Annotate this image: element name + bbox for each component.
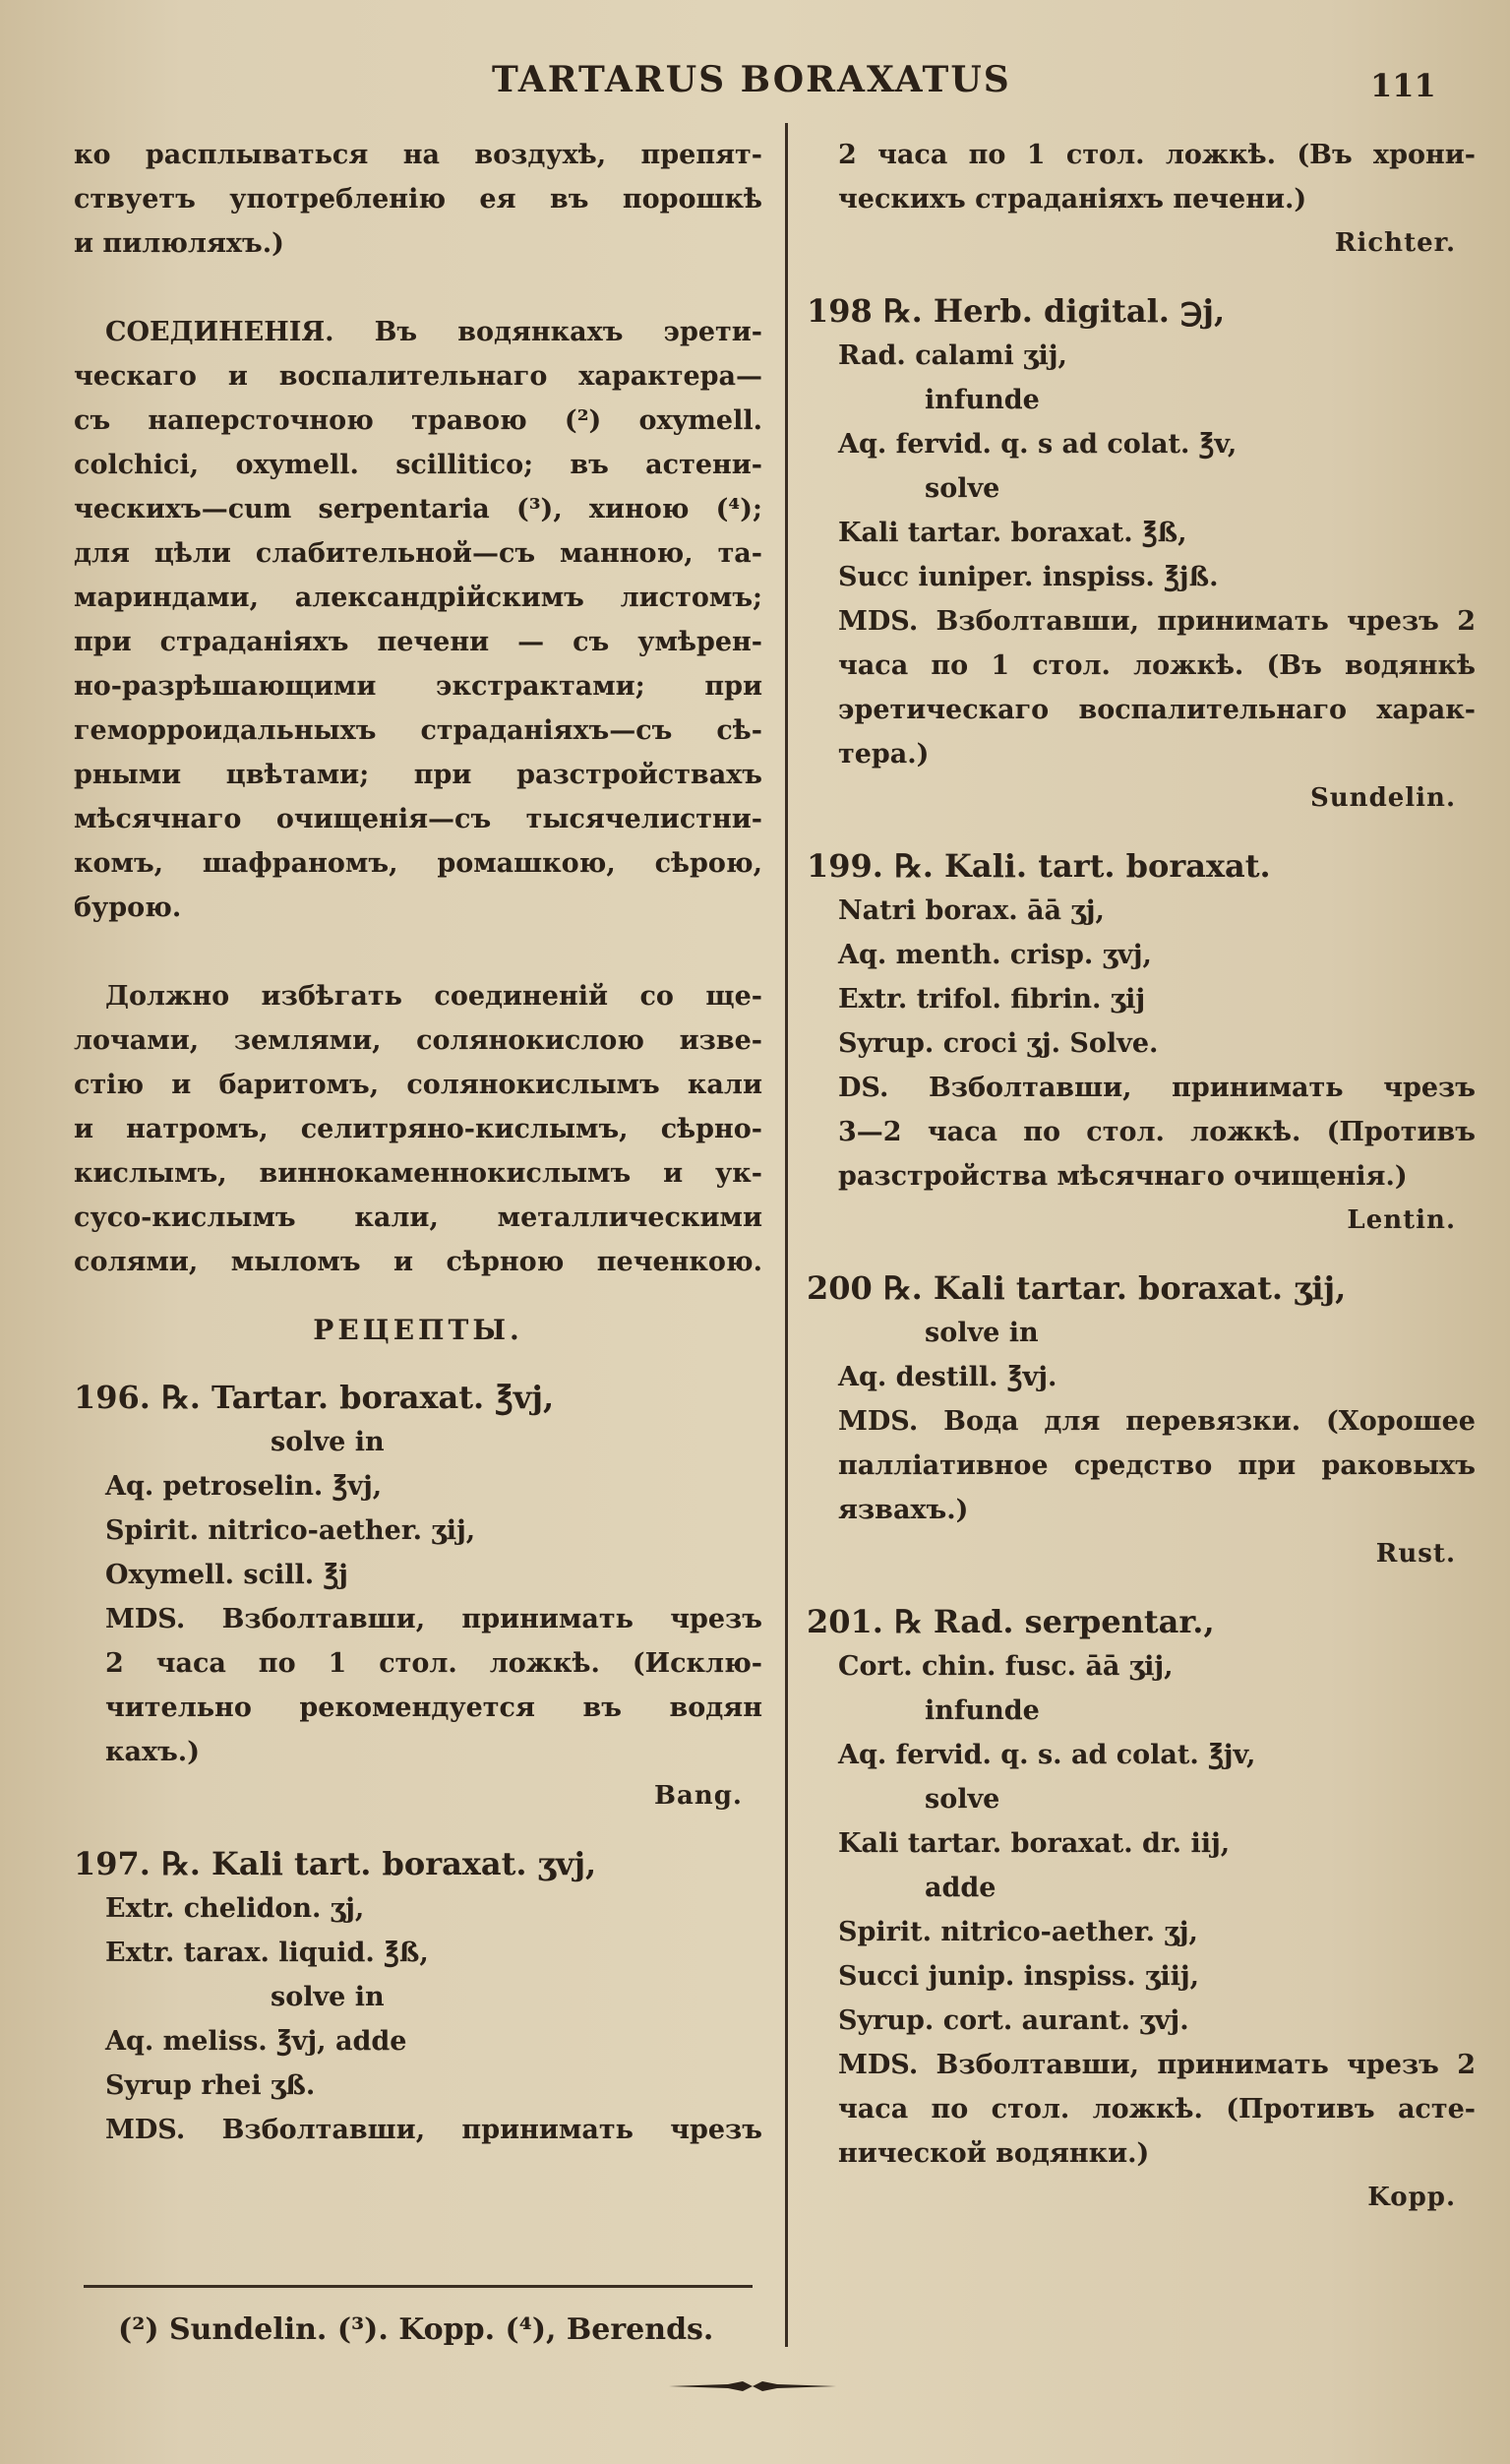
recipe-line: Extr. trifol. fibrin. ʒij xyxy=(838,984,1146,1015)
recipe-line: Natri borax. āā ʒj, xyxy=(838,895,1105,926)
recipe-line: Aq. petroselin. ℥vj, xyxy=(105,1471,383,1502)
text-line: съ наперсточною травою (²) oxymell. xyxy=(74,405,762,436)
recipe-line: тера.) xyxy=(838,739,930,770)
text-line: стію и баритомъ, солянокислымъ кали xyxy=(74,1070,762,1100)
recipe-line: Syrup rhei ʒß. xyxy=(105,2070,316,2101)
text-line: и пилюляхъ.) xyxy=(74,228,284,259)
recipe-line: ческихъ страданіяхъ печени.) xyxy=(838,184,1307,215)
recipe-line: Syrup. croci ʒj. Solve. xyxy=(838,1028,1159,1059)
column-divider xyxy=(785,123,788,2347)
text-line: Должно избѣгать соединеній со ще- xyxy=(105,981,762,1012)
text-line: и натромъ, селитряно-кислымъ, сѣрно- xyxy=(74,1114,762,1144)
recipe-line: Kali tartar. boraxat. ℥ß, xyxy=(838,518,1187,548)
text-line: для цѣли слабительной—съ манною, та- xyxy=(74,538,762,569)
recipe-line: MDS. Взболтавши, принимать чрезъ xyxy=(105,1604,762,1634)
text-line: мѣсячнаго очищенія—съ тысячелистни- xyxy=(74,804,762,834)
recipe-author: Kopp. xyxy=(1367,2183,1456,2212)
recipe-196 xyxy=(74,1376,762,1818)
recipe-author: Bang. xyxy=(654,1781,743,1811)
text-line: кислымъ, виннокаменнокислымъ и ук- xyxy=(74,1158,762,1189)
recipe-line: кахъ.) xyxy=(105,1737,200,1767)
recipe-line: DS. Взболтавши, принимать чрезъ xyxy=(838,1073,1476,1103)
recipe-first-line: 198 ℞. Herb. digital. ℈j, xyxy=(807,292,1226,330)
recipe-line: MDS. Взболтавши, принимать чрезъ 2 xyxy=(838,606,1476,637)
text-line: ко расплываться на воздухѣ, препят- xyxy=(74,140,762,170)
section-heading: РЕЦЕПТЫ. xyxy=(313,1314,523,1346)
spacer xyxy=(807,821,1476,844)
paragraph-continuation xyxy=(74,133,762,266)
spacer xyxy=(74,1352,762,1376)
recipe-line: infunde xyxy=(925,385,1040,415)
footnote-rule xyxy=(84,2285,753,2288)
recipe-line: solve xyxy=(925,473,1000,504)
recipe-line: паллiативное средство при раковыхъ xyxy=(838,1450,1476,1481)
fleuron-ornament xyxy=(669,2379,836,2393)
spacer xyxy=(74,930,762,974)
recipe-line: Oxymell. scill. ℥j xyxy=(105,1560,348,1590)
recipe-line: часа по 1 стол. ложкѣ. (Въ водянкѣ xyxy=(838,650,1476,681)
recipe-line: Aq. destill. ℥vj. xyxy=(838,1362,1057,1392)
recipe-line: MDS. Вода для перевязки. (Хорошее xyxy=(838,1406,1476,1437)
recipe-line: Aq. fervid. q. s. ad colat. ℥jv, xyxy=(838,1740,1256,1770)
recipe-first-line: 196. ℞. Tartar. boraxat. ℥vj, xyxy=(74,1379,555,1416)
recipe-line: Spirit. nitrico-aether. ʒj, xyxy=(838,1917,1198,1947)
recipe-line: MDS. Взболтавши, принимать чрезъ xyxy=(105,2115,762,2145)
text-line: colchici, oxymell. scillitico; въ астени- xyxy=(74,450,762,480)
left-column xyxy=(74,133,762,2152)
recipe-line: 2 часа по 1 стол. ложкѣ. (Исклю- xyxy=(105,1648,762,1679)
recipe-continuation xyxy=(807,133,1476,266)
recipe-line: solve in xyxy=(271,1427,385,1457)
spacer xyxy=(807,266,1476,289)
recipe-line: эретическаго воспалительнаго харак- xyxy=(838,695,1476,725)
recipe-author: Rust. xyxy=(1375,1539,1456,1569)
text-line: бурою. xyxy=(74,893,182,923)
recipe-line: Extr. tarax. liquid. ℥ß, xyxy=(105,1938,429,1968)
recipe-line: Kali tartar. boraxat. dr. iij, xyxy=(838,1828,1231,1859)
recipe-line: adde xyxy=(925,1873,997,1903)
text-line: ческихъ—cum serpentaria (³), хиною (⁴); xyxy=(74,494,762,524)
text-line: но-разрѣшающими экстрактами; при xyxy=(74,671,762,702)
right-column xyxy=(807,133,1476,2220)
text-line: лочами, землями, солянокислою изве- xyxy=(74,1025,762,1056)
recipe-line: solve in xyxy=(925,1318,1039,1348)
text-line: ствуетъ употребленію ея въ порошкѣ xyxy=(74,184,762,215)
recipe-line: чительно рекомендуется въ водян xyxy=(105,1693,762,1723)
spacer xyxy=(74,1818,762,1842)
recipe-author: Richter. xyxy=(1334,228,1456,258)
recipe-line: solve xyxy=(925,1784,1000,1815)
text-line: СОЕДИНЕНІЯ. Въ водянкахъ эрети- xyxy=(105,317,762,347)
running-title: TARTARUS BORAXATUS xyxy=(492,59,1011,100)
recipe-line: 2 часа по 1 стол. ложкѣ. (Въ хрони- xyxy=(838,140,1476,170)
text-line: рными цвѣтами; при разстройствахъ xyxy=(74,760,762,790)
recipe-line: MDS. Взболтавши, принимать чрезъ 2 xyxy=(838,2050,1476,2080)
recipe-line: 3—2 часа по стол. ложкѣ. (Противъ xyxy=(838,1117,1476,1147)
recipe-line: Rad. calami ʒij, xyxy=(838,340,1067,371)
recipe-line: язвахъ.) xyxy=(838,1495,969,1525)
recipe-199 xyxy=(807,844,1476,1243)
recipe-line: Aq. menth. crisp. ʒvj, xyxy=(838,940,1152,970)
recipe-author: Sundelin. xyxy=(1309,783,1456,813)
recipe-line: Extr. chelidon. ʒj, xyxy=(105,1893,365,1924)
recipe-first-line: 201. ℞ Rad. serpentar., xyxy=(807,1603,1215,1640)
recipe-line: Syrup. cort. aurant. ʒvj. xyxy=(838,2005,1189,2036)
recipe-first-line: 200 ℞. Kali tartar. boraxat. ʒij, xyxy=(807,1269,1347,1307)
recipe-line: solve in xyxy=(271,1982,385,2012)
recipe-first-line: 199. ℞. Kali. tart. boraxat. xyxy=(807,847,1271,885)
page-header xyxy=(0,59,1510,108)
recipe-line: Succi junip. inspiss. ʒiij, xyxy=(838,1961,1200,1992)
text-line: при страданіяхъ печени — съ умѣрен- xyxy=(74,627,762,657)
recipe-line: infunde xyxy=(925,1695,1040,1726)
text-line: геморроидальныхъ страданіяхъ—съ сѣ- xyxy=(74,715,762,746)
footnote: (²) Sundelin. (³). Kopp. (⁴), Berends. xyxy=(118,2312,714,2347)
recipe-first-line: 197. ℞. Kali tart. boraxat. ʒvj, xyxy=(74,1845,597,1882)
recipe-line: разстройства мѣсячнаго очищенія.) xyxy=(838,1161,1408,1192)
recipe-197 xyxy=(74,1842,762,2152)
recipe-author: Lentin. xyxy=(1347,1205,1456,1235)
recipe-201 xyxy=(807,1600,1476,2220)
recipe-line: Cort. chin. fusc. āā ʒij, xyxy=(838,1651,1174,1682)
page-number: 111 xyxy=(1370,67,1436,104)
spacer xyxy=(807,1243,1476,1266)
text-line: солями, мыломъ и сѣрною печенкою. xyxy=(74,1247,762,1277)
spacer xyxy=(74,1284,762,1308)
recipe-line: Aq. fervid. q. s ad colat. ℥v, xyxy=(838,429,1238,460)
recipe-line: Spirit. nitrico-aether. ʒij, xyxy=(105,1515,476,1546)
paragraph-avoid xyxy=(74,974,762,1284)
spacer xyxy=(807,1576,1476,1600)
paragraph-combinations xyxy=(74,310,762,930)
recipe-200 xyxy=(807,1266,1476,1576)
text-line: мариндами, александрійскимъ листомъ; xyxy=(74,583,762,613)
recipe-line: нической водянки.) xyxy=(838,2138,1150,2169)
recipe-198 xyxy=(807,289,1476,821)
spacer xyxy=(74,266,762,310)
recipe-line: Succ iuniper. inspiss. ℥jß. xyxy=(838,562,1219,592)
recipe-line: часа по стол. ложкѣ. (Противъ асте- xyxy=(838,2094,1476,2125)
text-line: комъ, шафраномъ, ромашкою, сѣрою, xyxy=(74,848,762,879)
text-line: ческаго и воспалительнаго характера— xyxy=(74,361,762,392)
text-line: сусо-кислымъ кали, металлическими xyxy=(74,1202,762,1233)
recipe-line: Aq. meliss. ℥vj, adde xyxy=(105,2026,407,2057)
